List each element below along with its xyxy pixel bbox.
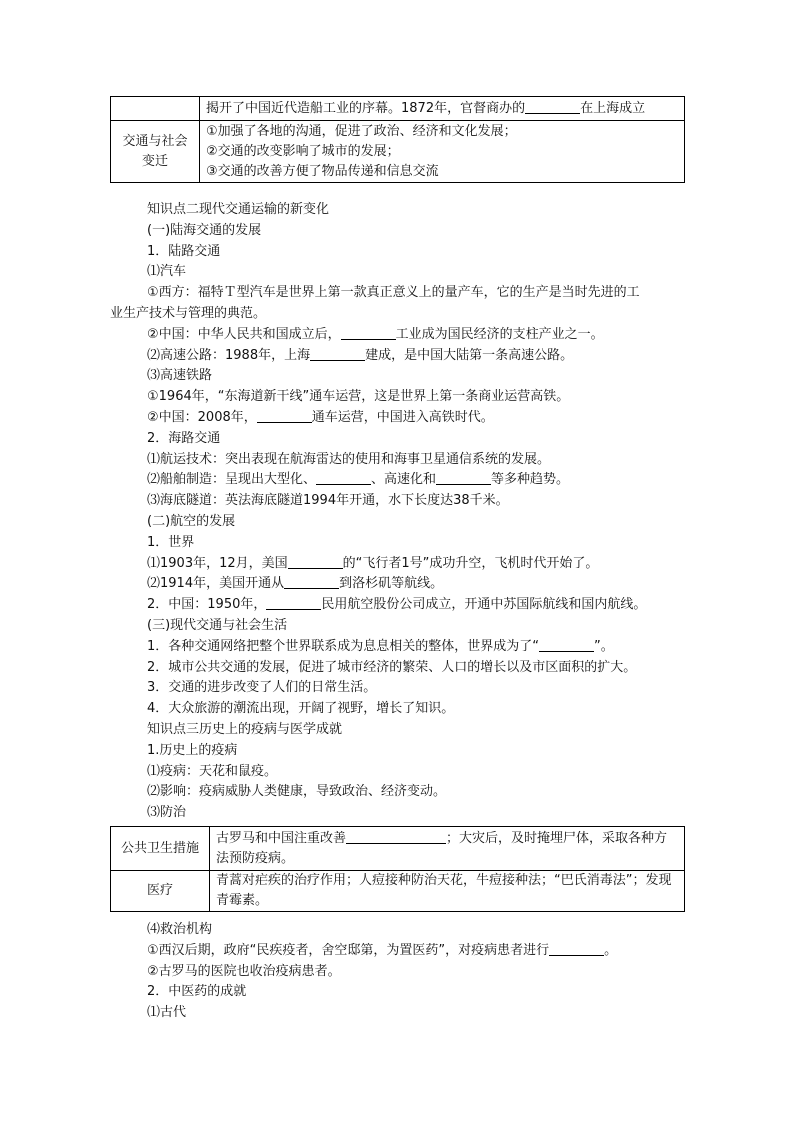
text-line: 2．城市公共交通的发展，促进了城市经济的繁荣、人口的增长以及市区面积的扩大。 [147, 659, 637, 675]
item-heading: 1．世界 [147, 534, 195, 550]
section-heading: 知识点二现代交通运输的新变化 [147, 202, 330, 217]
fill-blank[interactable] [288, 554, 343, 569]
text-line: 3．交通的进步改变了人们的日常生活。 [147, 680, 377, 696]
item-heading: 1．陆路交通 [147, 243, 221, 259]
fill-blank[interactable] [341, 325, 396, 340]
item-heading: 2．海路交通 [147, 430, 221, 446]
fill-blank[interactable] [257, 408, 312, 423]
table-cell-public-health: 古罗马和中国注重改善 ；大灾后，及时掩埋尸体，采取各种方法预防疫病。 [210, 827, 685, 871]
text-line: ②古罗马的医院也收治疫病患者。 [147, 963, 341, 979]
fill-blank[interactable] [346, 829, 446, 844]
fill-blank[interactable] [525, 99, 580, 114]
item-heading: 2．中医药的成就 [147, 984, 247, 1000]
fill-blank[interactable] [539, 637, 594, 652]
table-cell-empty [111, 97, 200, 121]
text-line: 4．大众旅游的潮流出现，开阔了视野，增长了知识。 [147, 701, 455, 717]
text-line: ⑵船舶制造：呈现出大型化、 、高速化和 等多种趋势。 [147, 472, 570, 488]
text-line: ⑵高速公路：1988年，上海 建成，是中国大陆第一条高速公路。 [147, 347, 574, 363]
subsection-heading: (一)陆海交通的发展 [147, 222, 262, 238]
fill-blank[interactable] [549, 941, 604, 956]
text-line: ①西汉后期，政府“民疾疫者，舍空邸第，为置医药”，对疫病患者进行 。 [147, 942, 618, 958]
document-body [110, 200, 690, 824]
table-label-medical: 医疗 [111, 871, 210, 912]
text-line: ①1964年，“东海道新干线”通车运营，这是世界上第一条商业运营高铁。 [147, 389, 570, 405]
table-label-social-change: 交通与社会变迁 [111, 121, 200, 183]
text-line: ⑴疫病：天花和鼠疫。 [147, 763, 278, 779]
section-heading: 知识点三历史上的疫病与医学成就 [147, 721, 343, 737]
subsection-heading: (二)航空的发展 [147, 513, 236, 529]
text-line: 1．各种交通网络把整个世界联系成为息息相关的整体，世界成为了“ ”。 [147, 638, 614, 654]
fill-blank[interactable] [310, 346, 365, 361]
text-line: ⑵影响：疫病威胁人类健康，导致政治、经济变动。 [147, 784, 447, 800]
transport-table [110, 96, 685, 183]
text-line: ①西方：福特Ｔ型汽车是世界上第一款真正意义上的量产车，它的生产是当时先进的工 [147, 285, 640, 301]
text-line: 业生产技术与管理的典范。 [110, 305, 267, 321]
document-body-continued [110, 920, 690, 1024]
table-cell-medical: 青蒿对疟疾的治疗作用；人痘接种防治天花，牛痘接种法；“巴氏消毒法”；发现青霉素。 [210, 871, 685, 912]
text-line: 2．中国：1950年， 民用航空股份公司成立，开通中苏国际航线和国内航线。 [147, 597, 647, 613]
fill-blank[interactable] [266, 595, 321, 610]
fill-blank[interactable] [436, 470, 491, 485]
item-heading: ⑴古代 [147, 1005, 187, 1021]
item-heading: ⑶高速铁路 [147, 368, 213, 384]
item-heading: 1.历史上的疫病 [147, 742, 238, 758]
text-line: ⑶海底隧道：英法海底隧道1994年开通，水下长度达38千米。 [147, 493, 509, 509]
subsection-heading: (三)现代交通与社会生活 [147, 617, 288, 633]
table-cell-social-change: ①加强了各地的沟通，促进了政治、经济和文化发展； ②交通的改变影响了城市的发展； ③交通的改善方便了物品传递和信息交流 [200, 121, 685, 183]
table-cell-shipbuilding: 揭开了中国近代造船工业的序幕。1872年，官督商办的 在上海成立 [200, 97, 685, 121]
fill-blank[interactable] [284, 574, 339, 589]
text-line: ⑴航运技术：突出表现在航海雷达的使用和海事卫星通信系统的发展。 [147, 451, 551, 467]
table-label-public-health: 公共卫生措施 [111, 827, 210, 871]
item-heading: ⑶防治 [147, 805, 187, 821]
text-line: ②中国：中华人民共和国成立后， 工业成为国民经济的支柱产业之一。 [147, 326, 604, 342]
prevention-table [110, 826, 685, 912]
text-line: ②中国：2008年， 通车运营，中国进入高铁时代。 [147, 409, 494, 425]
item-heading: ⑷救治机构 [147, 922, 213, 937]
fill-blank[interactable] [316, 470, 371, 485]
text-line: ⑴1903年，12月，美国 的“飞行者1号”成功升空，飞机时代开始了。 [147, 555, 599, 571]
item-heading: ⑴汽车 [147, 264, 187, 280]
text-line: ⑵1914年，美国开通从 到洛杉矶等航线。 [147, 576, 444, 592]
